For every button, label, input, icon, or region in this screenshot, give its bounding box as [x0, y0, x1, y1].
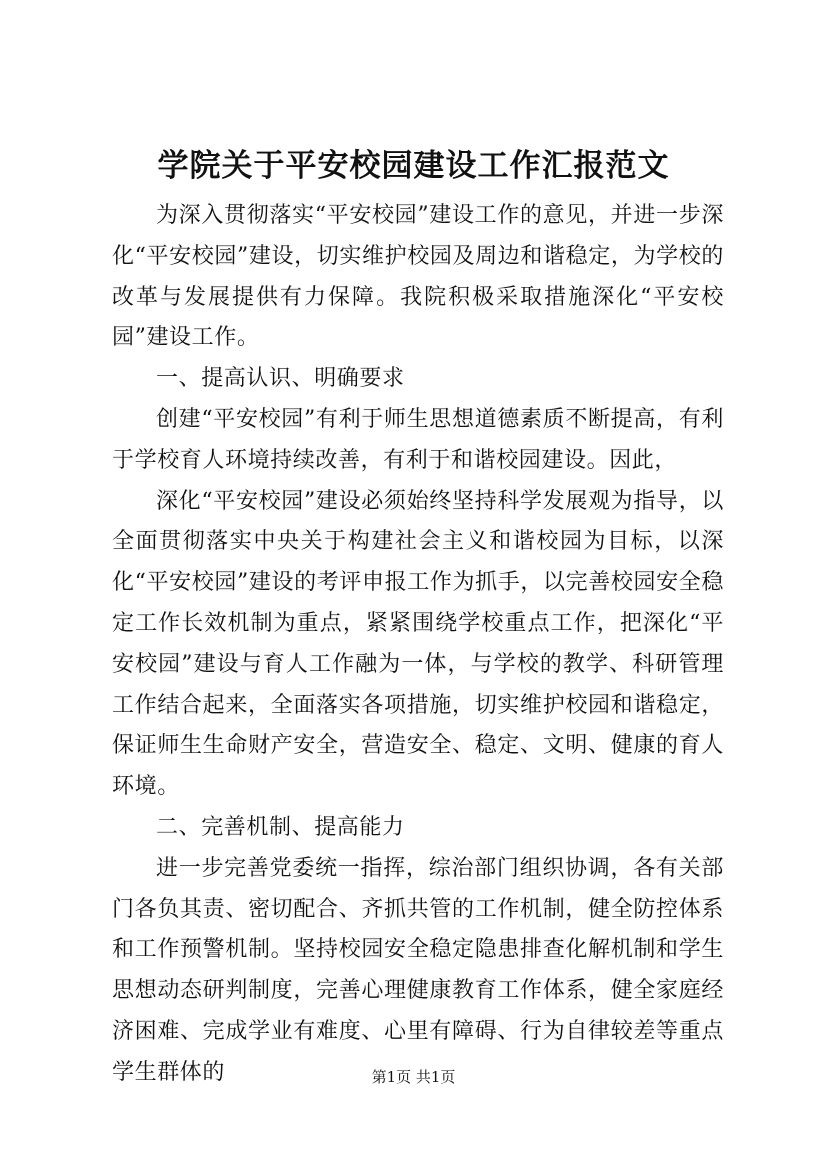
paragraph-1a: 创建“平安校园”有利于师生思想道德素质不断提高，有利于学校育人环境持续改善，有利于和谐校园建设。因此，: [112, 406, 724, 473]
section-heading-2: 二、完善机制、提高能力: [156, 814, 405, 840]
paragraph-2a: 进一步完善党委统一指挥，综治部门组织协调，各有关部门各负其责、密切配合、齐抓共管的工作机制，健全防控体系和工作预警机制。坚持校园安全稳定隐患排查化解机制和学生思想动态研判制度，完善心理健康教育工作体系，健全家庭经济困难、完成学业有难度、心里有障碍、行为自律较差等重点学生群体的: [112, 855, 724, 1085]
paragraph-1b: 深化“平安校园”建设必须始终坚持科学发展观为指导，以全面贯彻落实中央关于构建社会主义和谐校园为目标，以深化“平安校园”建设的考评申报工作为抓手，以完善校园安全稳定工作长效机制为重点，紧紧围绕学校重点工作，把深化“平安校园”建设与育人工作融为一体，与学校的教学、科研管理工作结合起来，全面落实各项措施，切实维护校园和谐稳定，保证师生生命财产安全，营造安全、稳定、文明、健康的育人环境。: [112, 488, 724, 800]
document-title: 学院关于平安校园建设工作汇报范文: [157, 148, 670, 184]
page-footer: [0, 1067, 827, 1087]
paragraph-intro: 为深入贯彻落实“平安校园”建设工作的意见，并进一步深化“平安校园”建设，切实维护校园及周边和谐稳定，为学校的改革与发展提供有力保障。我院积极采取措施深化“平安校园”建设工作。: [112, 203, 724, 351]
section-heading-1: 一、提高认识、明确要求: [156, 366, 405, 392]
document-body: [112, 196, 724, 1094]
page-number-label: 第1页 共1页: [371, 1068, 456, 1086]
